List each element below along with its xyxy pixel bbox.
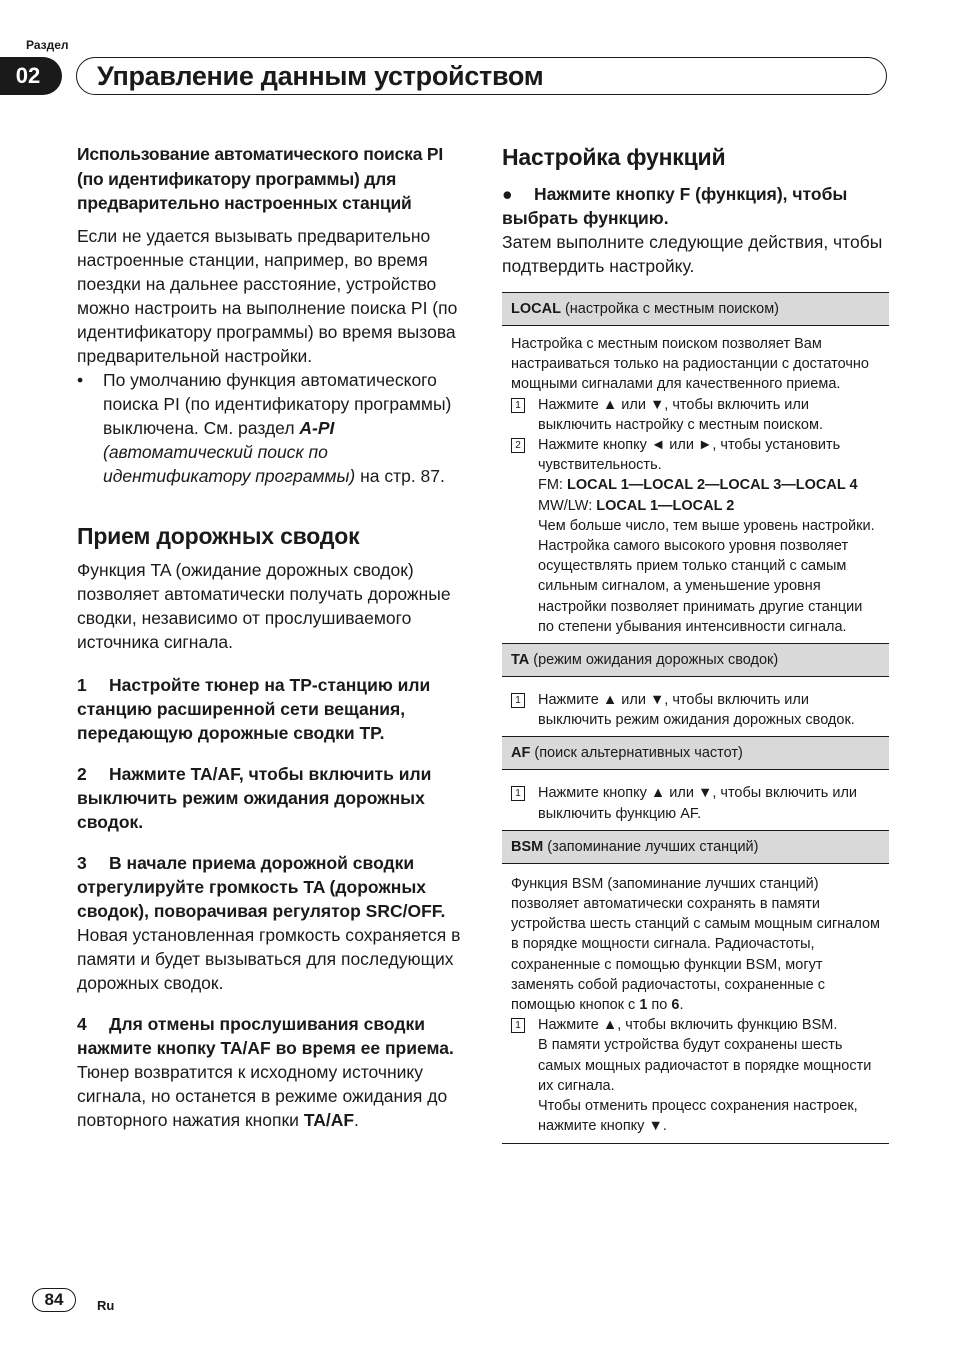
function-instruction-text: Нажмите кнопку F (функция), чтобы выбрать функцию. bbox=[502, 184, 848, 228]
step-4-note-end: . bbox=[354, 1109, 359, 1130]
step-2 bbox=[77, 762, 465, 834]
mw-label: MW/LW: bbox=[538, 497, 597, 514]
step-number: 2 bbox=[77, 763, 87, 784]
af-item-1-text: Нажмите кнопку ▲ или ▼, чтобы включить или выключить функцию AF. bbox=[538, 785, 858, 822]
local-item-2-body bbox=[538, 435, 880, 637]
local-item-2-note: Чем больше число, тем выше уровень настройки. Настройка самого высокого уровня позволяет осуществлять прием только станций с самым сильным сигналом, а уменьшение уровня настройки позволяет принимать другие станции по степени убывания интенсивности сигнала. bbox=[538, 517, 875, 635]
local-desc: (настройка с местным поиском) bbox=[560, 301, 780, 317]
bullet-mark: ● bbox=[502, 184, 513, 204]
step-number-box: 1 bbox=[511, 398, 525, 413]
section-number-badge: 02 bbox=[0, 57, 62, 95]
section-label: Раздел bbox=[26, 38, 69, 52]
step-number-box: 1 bbox=[511, 1018, 525, 1033]
function-instruction-note: Затем выполните следующие действия, чтобы подтвердить настройку. bbox=[502, 232, 883, 276]
ta-intro: Функция TA (ожидание дорожных сводок) позволяет автоматически получать дорожные сводки, независимо от прослушиваемого источника сигнала. bbox=[77, 559, 451, 652]
bsm-item-1 bbox=[511, 1015, 880, 1136]
af-desc: (поиск альтернативных частот) bbox=[530, 745, 743, 762]
bsm-item-1-note1: В памяти устройства будут сохранены шесть самых мощных радиочастот в порядке мощности их сигнала. bbox=[538, 1037, 872, 1094]
step-3 bbox=[77, 851, 465, 923]
pi-search-body: Если не удается вызывать предварительно настроенные станции, например, во время поездки на дальнее расстояние, устройство можно настроить на выполнение поиска PI (по идентификатору программы) во время вызова предварительной настройки. bbox=[77, 225, 458, 366]
bsm-table bbox=[502, 831, 889, 1144]
af-key: AF bbox=[511, 745, 531, 762]
step-number: 4 bbox=[77, 1013, 87, 1034]
step-text: Для отмены прослушивания сводки нажмите кнопку TA/AF во время ее приема. bbox=[77, 1013, 454, 1058]
step-number: 1 bbox=[77, 674, 87, 695]
ta-table-body bbox=[502, 677, 889, 737]
step-4 bbox=[77, 1012, 465, 1060]
bsm-intro-end: . bbox=[679, 997, 684, 1014]
pi-bullet-link-key: A-PI bbox=[299, 417, 335, 438]
bsm-intro-from: 1 bbox=[639, 997, 648, 1014]
step-text: Нажмите TA/AF, чтобы включить или выключить режим ожидания дорожных сводок. bbox=[77, 763, 432, 832]
bsm-table-header bbox=[502, 831, 889, 864]
page-number: 84 bbox=[32, 1288, 76, 1312]
chapter-title: Управление данным устройством bbox=[76, 57, 887, 95]
local-intro: Настройка с местным поиском позволяет Вам настраиваться только на радиостанции с достаточно мощными сигналами для качественного приема. bbox=[511, 336, 869, 393]
bsm-intro-a: Функция BSM (запоминание лучших станций) позволяет автоматически сохранять в памяти устройства шесть станций с самым мощным сигналом в порядке мощности сигнала. Радиочастоты, сохраненные с помощью функции BSM, могут заменять собой радиочастоты, сохраненные с помощью кнопок с bbox=[511, 875, 880, 1014]
ta-section-heading: Прием дорожных сводок bbox=[77, 522, 360, 549]
ta-table bbox=[502, 644, 889, 737]
bsm-intro bbox=[511, 874, 880, 1015]
step-4-note-key: TA/AF bbox=[303, 1109, 355, 1130]
function-settings-heading: Настройка функций bbox=[502, 144, 726, 170]
step-number-box: 2 bbox=[511, 438, 525, 453]
bsm-desc: (запоминание лучших станций) bbox=[543, 838, 759, 855]
bsm-item-1-body bbox=[538, 1015, 880, 1136]
af-item-1 bbox=[511, 783, 880, 823]
step-3-note: Новая установленная громкость сохраняется в памяти и будет вызываться для последующих дорожных сводок. bbox=[77, 924, 461, 993]
step-4-note bbox=[77, 1060, 465, 1132]
right-column bbox=[502, 142, 889, 1144]
function-instruction bbox=[502, 182, 889, 230]
bsm-item-1-note2: Чтобы отменить процесс сохранения настроек, нажмите кнопку ▼. bbox=[538, 1098, 858, 1135]
bsm-table-body bbox=[502, 864, 889, 1144]
pi-bullet bbox=[77, 368, 465, 488]
local-key: LOCAL bbox=[511, 301, 561, 317]
bsm-item-1-text: Нажмите ▲, чтобы включить функцию BSM. bbox=[538, 1017, 838, 1034]
step-number-box: 1 bbox=[511, 786, 525, 801]
mw-values: LOCAL 1—LOCAL 2 bbox=[596, 497, 735, 514]
step-number-box: 1 bbox=[511, 693, 525, 708]
fm-values: LOCAL 1—LOCAL 2—LOCAL 3—LOCAL 4 bbox=[567, 477, 858, 494]
local-item-1-text: Нажмите ▲ или ▼, чтобы включить или выключить настройку с местным поиском. bbox=[538, 396, 823, 433]
local-item-1 bbox=[511, 395, 880, 435]
ta-item-1-text: Нажмите ▲ или ▼, чтобы включить или выключить режим ожидания дорожных сводок. bbox=[538, 692, 855, 729]
af-table bbox=[502, 737, 889, 830]
step-text: Настройте тюнер на TP-станцию или станцию расширенной сети вещания, передающую дорожные сводки TP. bbox=[77, 674, 431, 743]
pi-bullet-page-ref: на стр. 87. bbox=[355, 465, 445, 486]
fm-label: FM: bbox=[538, 477, 567, 494]
pi-bullet-text-a: По умолчанию функция автоматического поиска PI (по идентификатору программы) выключена. См. раздел bbox=[103, 369, 452, 438]
local-table-header bbox=[502, 292, 889, 326]
language-code: Ru bbox=[97, 1298, 115, 1313]
bullet-mark: • bbox=[77, 369, 84, 390]
step-1 bbox=[77, 673, 465, 745]
local-item-2-text: Нажмите кнопку ◄ или ►, чтобы установить чувствительность. bbox=[538, 437, 841, 474]
step-number: 3 bbox=[77, 852, 87, 873]
pi-bullet-link-desc: (автоматический поиск по идентификатору программы) bbox=[103, 441, 356, 486]
local-table bbox=[502, 292, 889, 644]
bsm-intro-to: 6 bbox=[671, 997, 680, 1014]
bsm-key: BSM bbox=[511, 838, 544, 855]
ta-desc: (режим ожидания дорожных сводок) bbox=[529, 652, 779, 669]
ta-key: TA bbox=[511, 652, 530, 669]
pi-bullet-text bbox=[103, 368, 465, 488]
af-table-body bbox=[502, 770, 889, 830]
step-4-note-a: Тюнер возвратится к исходному источнику сигнала, но останется в режиме ожидания до повторного нажатия кнопки bbox=[77, 1061, 448, 1130]
local-item-2 bbox=[511, 435, 880, 637]
pi-search-heading: Использование автоматического поиска PI (по идентификатору программы) для предварительно настроенных станций bbox=[77, 144, 444, 213]
ta-item-1 bbox=[511, 690, 880, 730]
bsm-intro-mid: по bbox=[647, 997, 672, 1014]
left-column bbox=[77, 142, 465, 1132]
af-table-header bbox=[502, 737, 889, 770]
step-text: В начале приема дорожной сводки отрегулируйте громкость TA (дорожных сводок), поворачивая регулятор SRC/OFF. bbox=[77, 852, 446, 921]
ta-table-header bbox=[502, 644, 889, 677]
local-table-body bbox=[502, 326, 889, 644]
